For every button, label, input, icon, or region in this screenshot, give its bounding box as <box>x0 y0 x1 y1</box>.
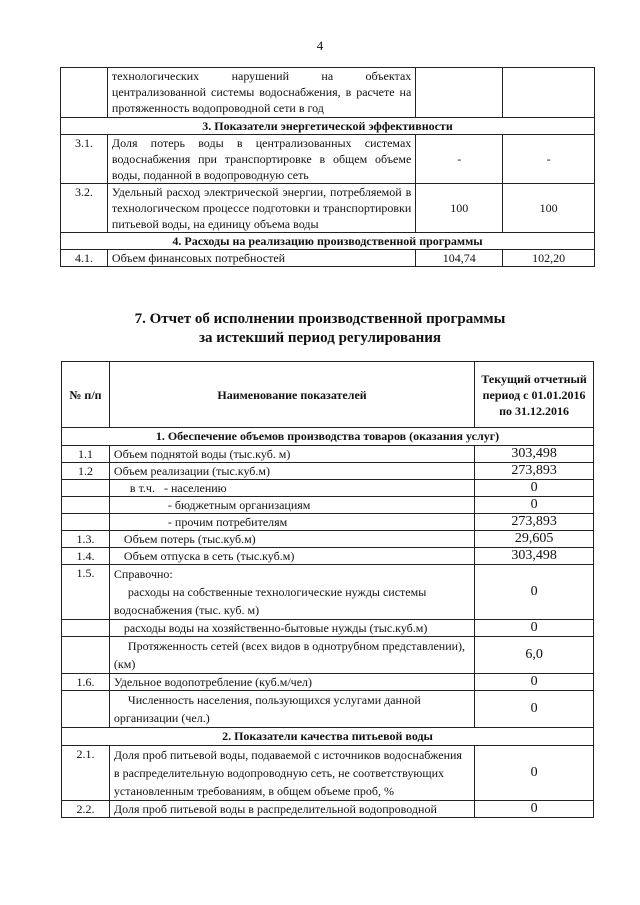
cell-value: 303,498 <box>475 548 594 565</box>
cell-text: Объем поднятой воды (тыс.куб. м) <box>109 446 474 463</box>
cell-value-1: 100 <box>416 184 503 233</box>
page-number: 4 <box>316 38 324 53</box>
cell-text: Удельное водопотребление (куб.м/чел) <box>109 674 474 691</box>
cell-text: Удельный расход электрической энергии, потребляемой в технологическом процессе подготовки и транспортировки питьевой воды, на единицу объема воды <box>107 184 415 233</box>
cell-value: 273,893 <box>475 514 594 531</box>
table-row <box>62 620 594 637</box>
section-row <box>62 728 594 746</box>
table-row <box>62 514 594 531</box>
cell-text: Протяженность сетей (всех видов в однотрубном представлении), (км) <box>109 637 474 674</box>
cell-text: Объем потерь (тыс.куб.м) <box>109 531 474 548</box>
table-row <box>62 801 594 818</box>
section-1-heading: 1. Обеспечение объемов производства товаров (оказания услуг) <box>62 428 594 446</box>
section-7-title-line-2: за истекший период регулирования <box>198 330 442 346</box>
cell-value-1: 104,74 <box>416 250 503 267</box>
table-row <box>62 746 594 801</box>
cell-text: технологических нарушений на объектах централизованной системы водоснабжения, в расчете на протяженность водопроводной сети в год <box>107 68 415 118</box>
cell-value-2: - <box>503 135 595 184</box>
header-row <box>62 362 594 428</box>
cell-num <box>62 497 110 514</box>
table-row <box>62 446 594 463</box>
cell-text: Объем реализации (тыс.куб.м) <box>109 463 474 480</box>
cell-text: Доля проб питьевой воды в распределительной водопроводной <box>109 801 474 818</box>
cell-text <box>109 565 474 620</box>
table-row <box>62 637 594 674</box>
table-row <box>62 480 594 497</box>
table-row <box>62 674 594 691</box>
section-4-heading: 4. Расходы на реализацию производственной программы <box>61 233 595 250</box>
reference-text: расходы на собственные технологические нужды системы водоснабжения (тыс. куб. м) <box>113 585 427 617</box>
section-7-title-line-1: 7. Отчет об исполнении производственной программы <box>134 311 506 327</box>
cell-num: 1.6. <box>62 674 110 691</box>
cell-value: 273,893 <box>475 463 594 480</box>
cell-text: в т.ч. - населению <box>109 480 474 497</box>
cell-text: Объем отпуска в сеть (тыс.куб.м) <box>109 548 474 565</box>
cell-value: 0 <box>475 691 594 728</box>
cell-value: 0 <box>475 620 594 637</box>
table-row <box>61 184 595 233</box>
cell-text: - прочим потребителям <box>109 514 474 531</box>
cell-num: 3.2. <box>61 184 108 233</box>
table-row <box>62 531 594 548</box>
cell-value-1: - <box>416 135 503 184</box>
cell-text: Доля проб питьевой воды, подаваемой с источников водоснабжения в распределительную водопроводную сеть, не соответствующих установленным требованиям, в общем объеме проб, % <box>109 746 474 801</box>
cell-text: Объем финансовых потребностей <box>107 250 415 267</box>
cell-value: 0 <box>475 746 594 801</box>
cell-num: 1.3. <box>62 531 110 548</box>
section-row <box>61 233 595 250</box>
cell-value: 0 <box>475 497 594 514</box>
section-3-heading: 3. Показатели энергетической эффективности <box>61 118 595 135</box>
cell-value: 0 <box>475 565 594 620</box>
cell-num <box>62 691 110 728</box>
cell-num: 3.1. <box>61 135 108 184</box>
table-row <box>62 691 594 728</box>
cell-value-2: 100 <box>503 184 595 233</box>
cell-value: 6,0 <box>475 637 594 674</box>
header-name: Наименование показателей <box>109 362 474 428</box>
program-report-table <box>61 361 594 818</box>
cell-value: 303,498 <box>475 446 594 463</box>
cell-value-2 <box>503 68 595 118</box>
cell-value: 29,605 <box>475 531 594 548</box>
indicators-table-continued <box>60 67 595 267</box>
cell-num <box>62 637 110 674</box>
table-row <box>62 548 594 565</box>
cell-value-2: 102,20 <box>503 250 595 267</box>
table-row <box>62 565 594 620</box>
cell-num <box>62 620 110 637</box>
cell-text: расходы воды на хозяйственно-бытовые нужды (тыс.куб.м) <box>109 620 474 637</box>
table-row <box>61 250 595 267</box>
cell-text: - бюджетным организациям <box>109 497 474 514</box>
section-row <box>62 428 594 446</box>
cell-num <box>61 68 108 118</box>
section-7-title <box>0 310 640 348</box>
cell-num: 2.2. <box>62 801 110 818</box>
cell-num: 1.1 <box>62 446 110 463</box>
cell-num: 2.1. <box>62 746 110 801</box>
cell-num: 1.4. <box>62 548 110 565</box>
cell-num <box>62 514 110 531</box>
table-row <box>61 135 595 184</box>
header-period: Текущий отчетный период с 01.01.2016 по 31.12.2016 <box>475 362 594 428</box>
reference-label: Справочно: <box>113 567 173 581</box>
cell-value: 0 <box>475 674 594 691</box>
cell-num: 4.1. <box>61 250 108 267</box>
cell-text: Доля потерь воды в централизованных системах водоснабжения при транспортировке в общем объеме воды, поданной в водопроводную сеть <box>107 135 415 184</box>
cell-text: Численность населения, пользующихся услугами данной организации (чел.) <box>109 691 474 728</box>
table-row <box>62 463 594 480</box>
cell-num: 1.2 <box>62 463 110 480</box>
section-2-heading: 2. Показатели качества питьевой воды <box>62 728 594 746</box>
table-row <box>62 497 594 514</box>
section-row <box>61 118 595 135</box>
cell-value: 0 <box>475 480 594 497</box>
header-num: № п/п <box>62 362 110 428</box>
cell-value: 0 <box>475 801 594 818</box>
cell-value-1 <box>416 68 503 118</box>
table-row <box>61 68 595 118</box>
cell-num: 1.5. <box>62 565 110 620</box>
cell-num <box>62 480 110 497</box>
